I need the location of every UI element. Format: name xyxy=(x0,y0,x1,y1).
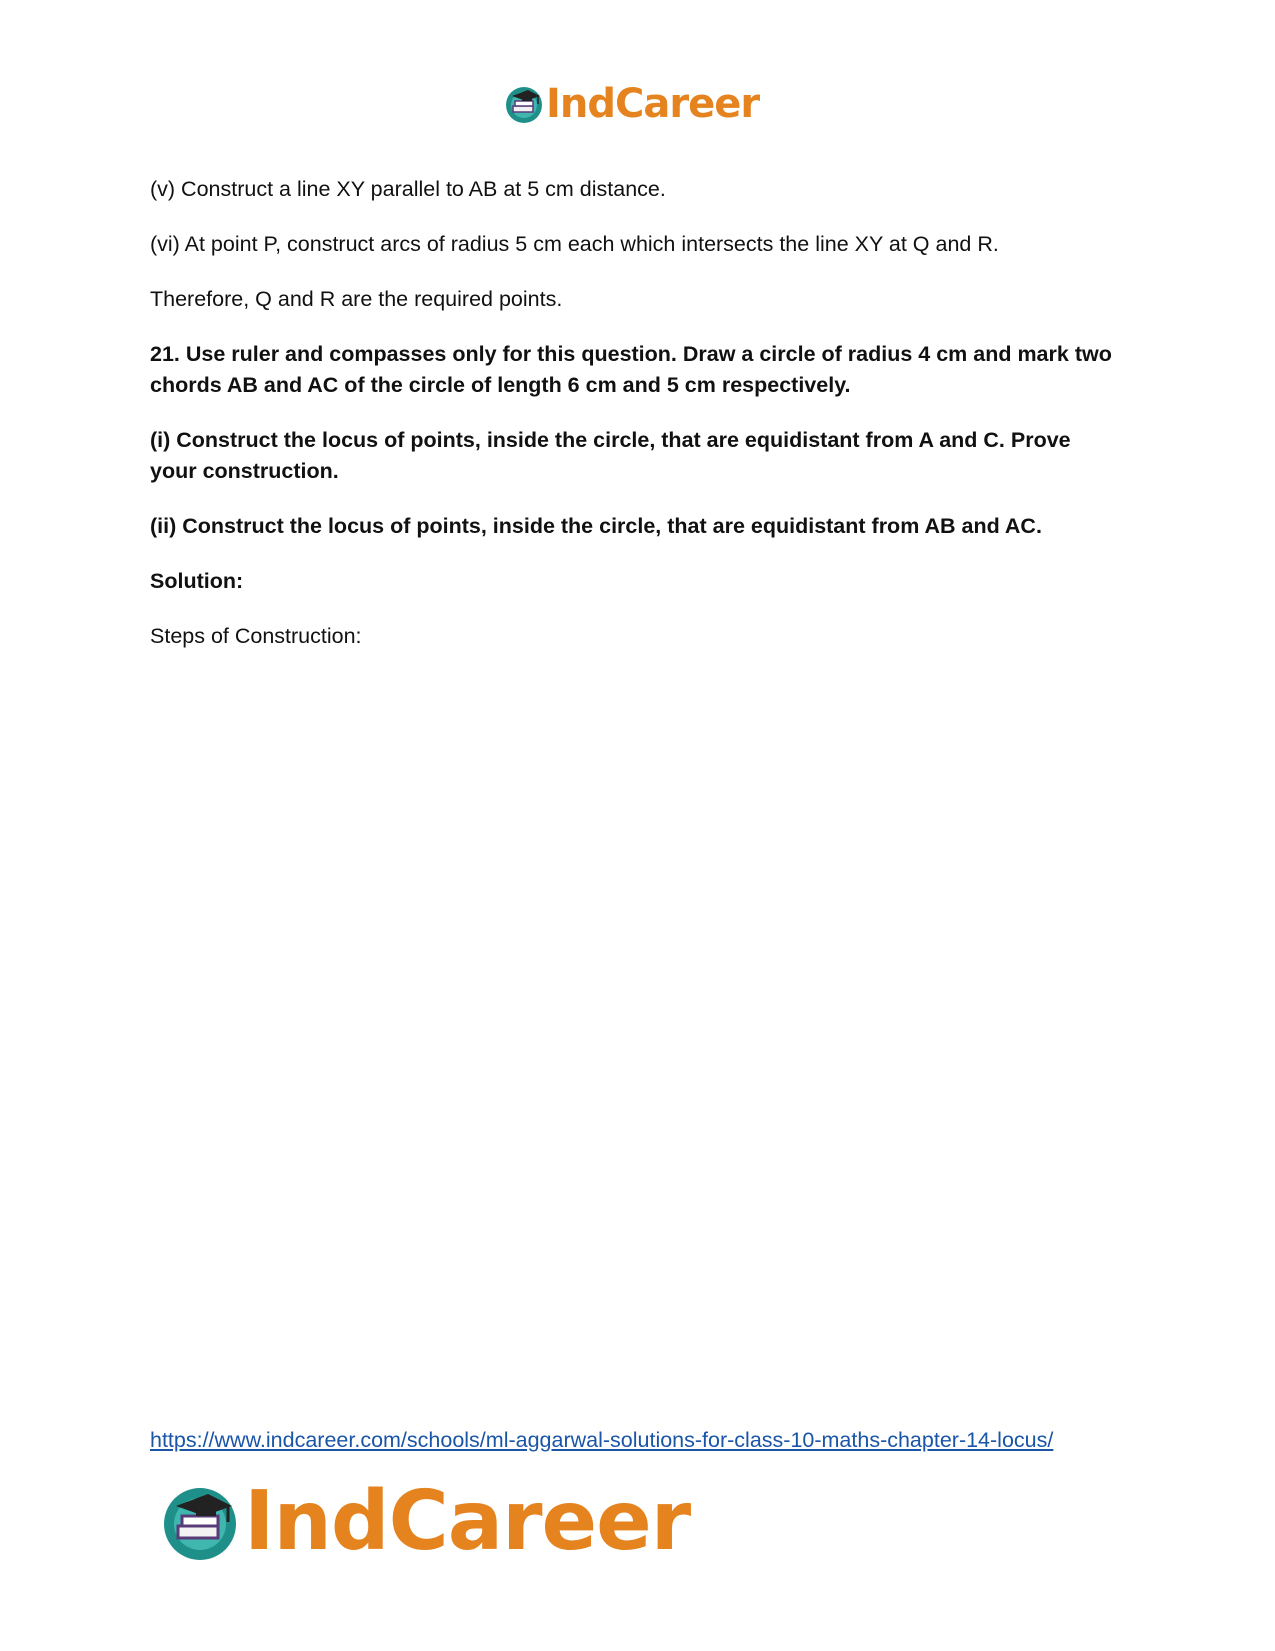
steps-of-construction: Steps of Construction: xyxy=(150,624,362,648)
footer-logo-text: IndCareer xyxy=(244,1474,691,1569)
question-21-part-i: (i) Construct the locus of points, inside the circle, that are equidistant from A and C. Prove your construction. xyxy=(150,428,1071,483)
header-logo-text: IndCareer xyxy=(546,81,760,127)
header-logo xyxy=(504,78,759,130)
step-vi: (vi) At point P, construct arcs of radius 5 cm each which intersects the line XY at Q and R. xyxy=(150,232,999,256)
graduation-cap-book-icon xyxy=(160,1482,240,1562)
question-21-part-ii: (ii) Construct the locus of points, inside the circle, that are equidistant from AB and AC. xyxy=(150,514,1042,538)
document-body xyxy=(150,174,1120,676)
question-21: 21. Use ruler and compasses only for this question. Draw a circle of radius 4 cm and mark two chords AB and AC of the circle of length 6 cm and 5 cm respectively. xyxy=(150,342,1112,397)
footer-logo xyxy=(160,1472,690,1572)
step-v: (v) Construct a line XY parallel to AB at 5 cm distance. xyxy=(150,177,666,201)
source-link[interactable]: https://www.indcareer.com/schools/ml-aggarwal-solutions-for-class-10-maths-chapter-14-locus/ xyxy=(150,1428,1054,1452)
conclusion: Therefore, Q and R are the required points. xyxy=(150,287,563,311)
graduation-cap-book-icon xyxy=(504,84,544,124)
solution-heading: Solution: xyxy=(150,569,244,593)
